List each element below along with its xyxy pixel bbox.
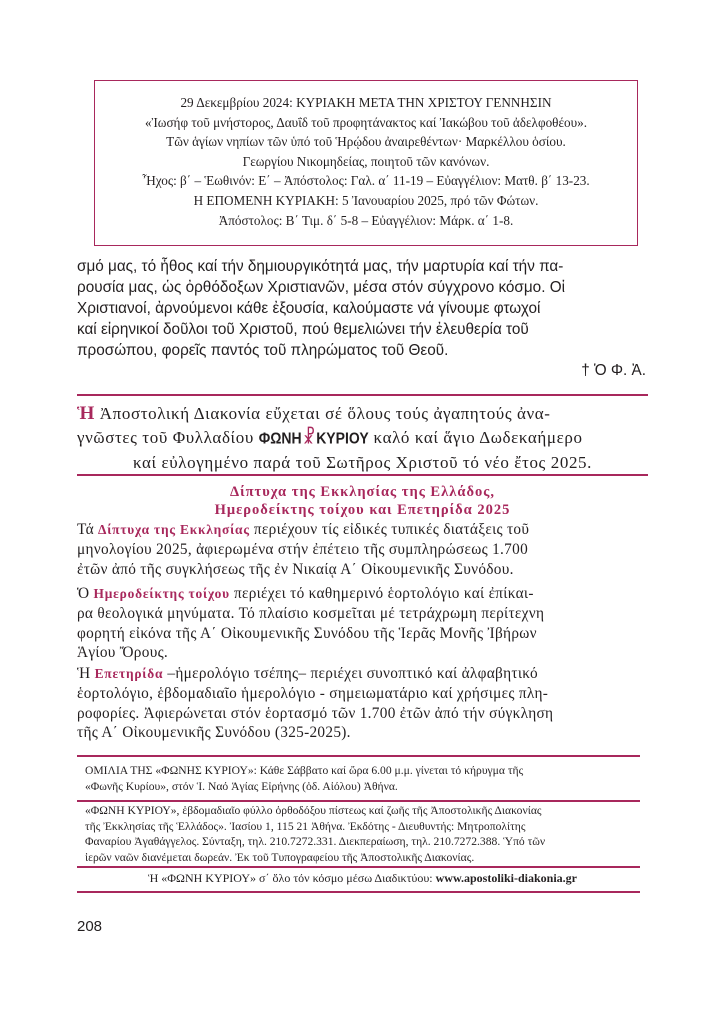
- text-run: Ὁ: [77, 585, 94, 602]
- footer-top-rule: [77, 755, 640, 757]
- saint-georgios: Γεωργίου Νικομηδείας, ποιητοῦ τῶν κανόνων.: [242, 153, 490, 169]
- wishes-text: Ἀποστολική Διακονία εὔχεται σέ ὅλους τούς ἀγαπητούς ἀνα-: [94, 404, 551, 423]
- article-continuation: [77, 256, 648, 361]
- text-line: καί εἰρηνικοί δοῦλοι τοῦ Χριστοῦ, πού θεμελιώνει τήν ἐλευθερία τοῦ: [77, 321, 529, 338]
- phoni-kyriou-logo: [259, 424, 369, 453]
- next-sunday: Η ΕΠΟΜΕΝΗ ΚΥΡΙΑΚΗ: 5 Ἰανουαρίου 2025, πρό τῶν Φώτων.: [193, 192, 539, 208]
- wishes-text: καλό καί ἅγιο Δωδεκαήμερο: [368, 428, 583, 447]
- heading-line: Δίπτυχα της Εκκλησίας της Ελλάδος,: [230, 484, 495, 500]
- diptycha-heading: [77, 483, 648, 519]
- holiday-wishes: [77, 402, 648, 475]
- text-line: τῆς Α΄ Οἰκουμενικῆς Συνόδου (325-2025).: [77, 724, 351, 742]
- pocket-diary-paragraph: [77, 664, 648, 743]
- highlight-epetirida: Επετηρίδα: [94, 666, 164, 681]
- heading-line: Ημεροδείκτης τοίχου και Επετηρίδα 2025: [214, 502, 511, 518]
- logo-word-left: ΦΩΝΗ: [258, 428, 302, 448]
- text-line: ἑορτολόγιο, ἑβδομαδιαῖο ἡμερολόγιο - σημειωματάριο καί χρήσιμες πλη-: [77, 684, 549, 702]
- text-line: ἱερῶν ναῶν διανέμεται δωρεάν. Ἐκ τοῦ Τυπογραφείου τῆς Ἀποστολικῆς Διακονίας.: [85, 850, 475, 864]
- wishes-text: γνῶστες τοῦ Φυλλαδίου: [77, 428, 259, 447]
- text-line: «Φωνῆς Κυρίου», στόν Ἱ. Ναό Ἁγίας Εἰρήνης (ὁδ. Αἰόλου) Ἀθήνα.: [85, 779, 398, 793]
- chi-rho-cross-icon: ☧: [302, 428, 316, 449]
- text-line: ρα θεολογικά μηνύματα. Τό πλαίσιο κοσμεῖται μέ τετράχρωμη περίτεχνη: [77, 604, 545, 622]
- text-run: –ἡμερολόγιο τσέπης– περιέχει συνοπτικό καί ἀλφαβητικό: [163, 665, 538, 682]
- sunday-info-box: [94, 80, 638, 246]
- text-run: Τά: [77, 521, 99, 538]
- wishes-line-3: καί εὐλογημένο παρά τοῦ Σωτῆρος Χριστοῦ τό νέο ἔτος 2025.: [133, 453, 592, 472]
- text-line: ΟΜΙΛΙΑ ΤΗΣ «ΦΩΝΗΣ ΚΥΡΙΟΥ»: Κάθε Σάββατο καί ὥρα 6.00 μ.μ. γίνεται τό κήρυγμα τῆς: [85, 764, 524, 777]
- readings-line: Ἦχος: β΄ – Ἑωθινόν: Ε΄ – Ἀπόστολος: Γαλ. α΄ 11-19 – Εὐαγγέλιον: Ματθ. β΄ 13-23.: [142, 173, 590, 189]
- text-line: Φαναρίου Ἀγαθάγγελος. Σύνταξη, τηλ. 210.7272.331. Διεκπεραίωση, τηλ. 210.7272.388. Ὑπό τῶν: [85, 835, 546, 848]
- text-line: φορητή εἰκόνα τῆς Α΄ Οἰκουμενικῆς Συνόδου τῆς Ἱερᾶς Μονῆς Ἰβήρων: [77, 624, 537, 642]
- footer-web-top-rule: [77, 866, 640, 868]
- next-sunday-readings: Ἀπόστολος: Β΄ Τιμ. δ΄ 5-8 – Εὐαγγέλιον: Μάρκ. α΄ 1-8.: [218, 212, 514, 228]
- colophon: [85, 803, 640, 865]
- website-link[interactable]: www.apostoliki-diakonia.gr: [435, 871, 578, 885]
- text-line: Χριστιανοί, ἀρνούμενοι κάθε ἐξουσία, καλούμαστε νά γίνουμε φτωχοί: [77, 300, 541, 317]
- sunday-date-title: 29 Δεκεμβρίου 2024: ΚΥΡΙΑΚΗ ΜΕΤΑ ΤΗΝ ΧΡΙΣΤΟΥ ΓΕΝΝΗΣΙΝ: [180, 95, 552, 110]
- author-signature: † Ὁ Φ. Ἀ.: [581, 362, 646, 379]
- homily-notice: [85, 763, 640, 794]
- calendar-paragraph: [77, 584, 648, 663]
- text-run: περιέχει τό καθημερινό ἑορτολόγιο καί ἐπίκαι-: [229, 585, 534, 602]
- text-line: μηνολογίου 2025, ἀφιερωμένα στήν ἐπέτειο τῆς συμπληρώσεως 1.700: [77, 540, 529, 558]
- footer-mid-rule: [77, 800, 640, 802]
- highlight-calendar: Ημεροδείκτης τοίχου: [93, 586, 230, 601]
- text-line: ροφορίες. Ἀφιερώνεται στόν ἑορτασμό τῶν 1.700 ἐτῶν ἀπό τήν σύγκληση: [77, 704, 554, 722]
- text-line: προσώπου, φορεῖς παντός τοῦ πληρώματος τοῦ Θεοῦ.: [77, 342, 449, 359]
- sunday-commemoration: «Ἰωσήφ τοῦ μνήστορος, Δαυΐδ τοῦ προφητάνακτος καί Ἰακώβου τοῦ ἀδελφοθέου».: [144, 114, 588, 130]
- text-line: ἐτῶν ἀπό τῆς συγκλήσεως τῆς ἐν Νικαίᾳ Α΄ Οἰκουμενικῆς Συνόδου.: [77, 560, 514, 578]
- text-line: σμό μας, τό ἦθος καί τήν δημιουργικότητά μας, τήν μαρτυρία καί τήν πα-: [77, 258, 564, 275]
- wishes-bottom-rule: [77, 474, 648, 476]
- drop-initial: Ἡ: [77, 403, 95, 424]
- highlight-diptycha: Δίπτυχα της Εκκλησίας: [98, 522, 250, 537]
- text-line: Ἁγίου Ὄρους.: [77, 644, 169, 662]
- wishes-top-rule: [77, 394, 648, 396]
- wishes-line-1: [77, 402, 648, 426]
- text-line: «ΦΩΝΗ ΚΥΡΙΟΥ», ἑβδομαδιαῖο φύλλο ὀρθοδόξου πίστεως καί ζωῆς τῆς Ἀποστολικῆς Διακονίας: [85, 804, 542, 817]
- wishes-line-2: [77, 426, 648, 451]
- text-run: Ἡ: [77, 665, 95, 682]
- text-line: τῆς Ἐκκλησίας τῆς Ἑλλάδος». Ἰασίου 1, 115 21 Ἀθήνα. Ἐκδότης - Διευθυντής: Μητροπολίτης: [85, 819, 526, 833]
- footer-bottom-rule: [77, 891, 640, 893]
- text-line: ρουσία μας, ὡς ὀρθόδοξων Χριστιανῶν, μέσα στόν σύγχρονο κόσμο. Οἱ: [77, 279, 565, 296]
- page-number: 208: [77, 918, 103, 935]
- website-notice: [85, 871, 640, 886]
- saints-of-day: Τῶν ἁγίων νηπίων τῶν ὑπό τοῦ Ἡρῴδου ἀναιρεθέντων· Μαρκέλλου ὁσίου.: [166, 134, 566, 150]
- text-run: περιέχουν τίς εἰδικές τυπικές διατάξεις τοῦ: [249, 521, 530, 538]
- diptycha-paragraph: [77, 520, 648, 579]
- logo-word-right: ΚΥΡΙΟΥ: [316, 428, 369, 448]
- text-run: Ἡ «ΦΩΝΗ ΚΥΡΙΟΥ» σ΄ ὅλο τόν κόσμο μέσω Διαδικτύου:: [147, 871, 436, 885]
